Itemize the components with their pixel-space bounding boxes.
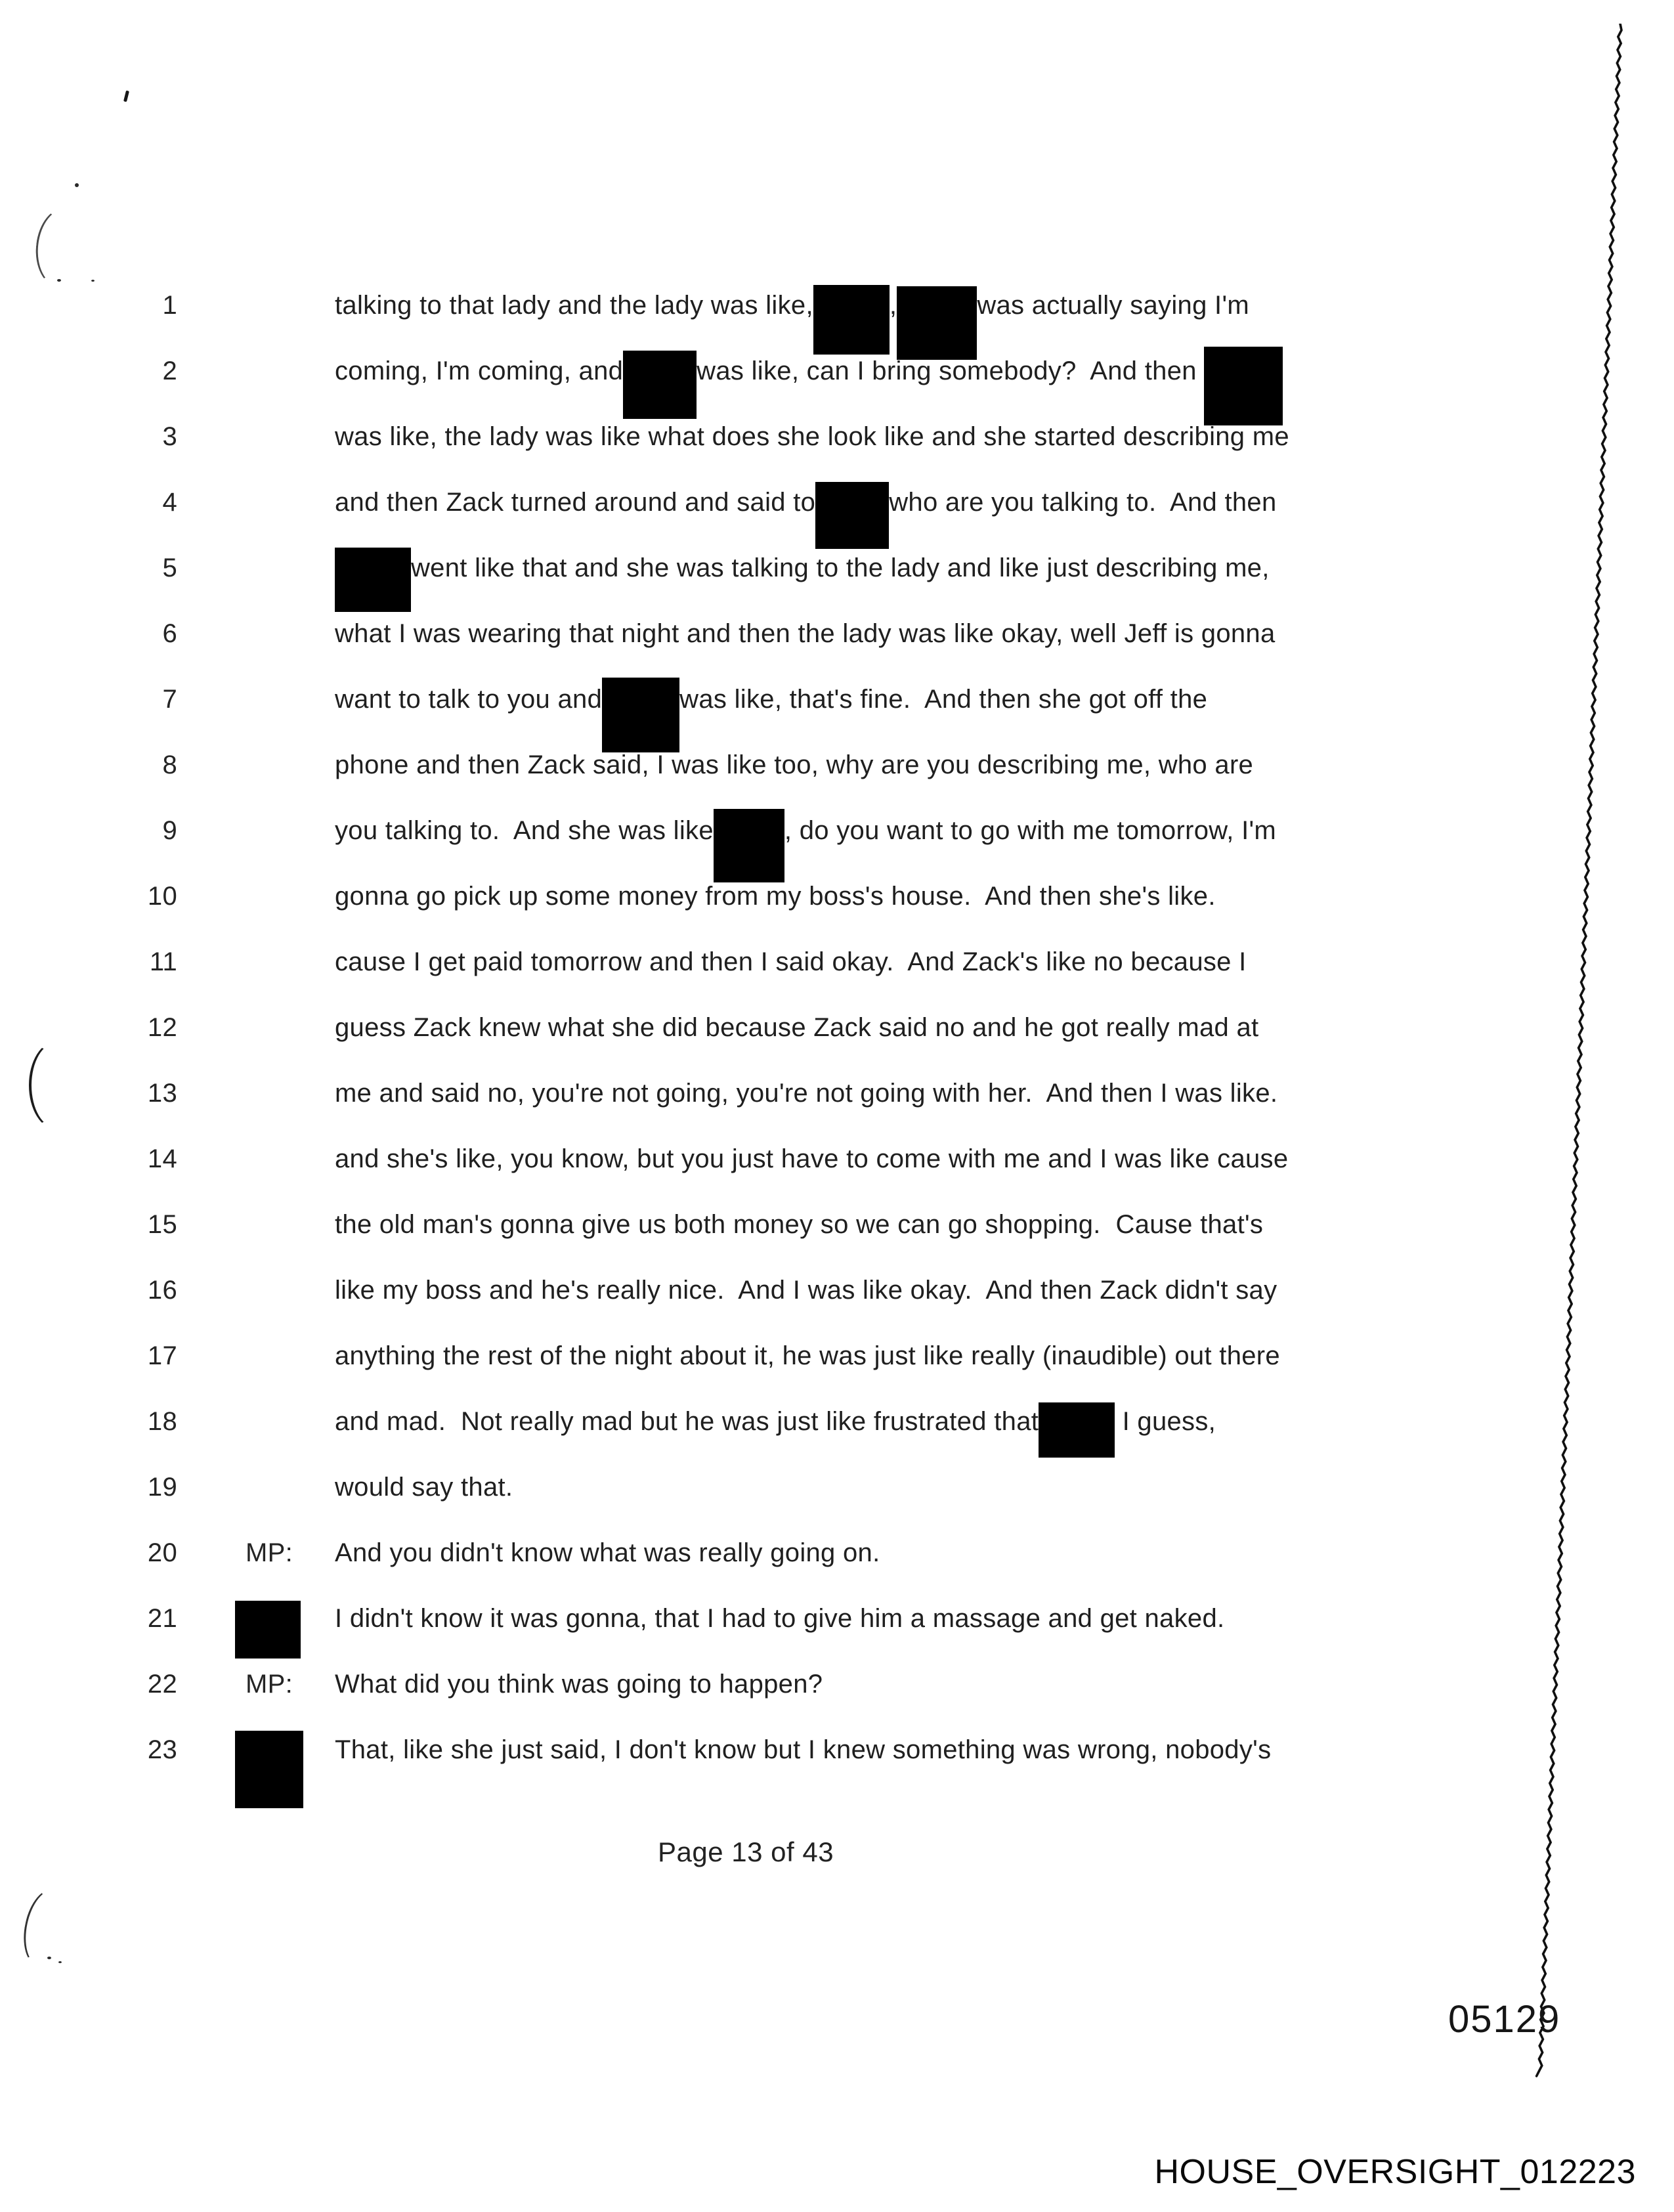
transcript-line-15 (0, 1208, 1674, 1241)
line-number: 22 (147, 1670, 177, 1699)
transcript-line-5 (0, 552, 1674, 584)
line-text (335, 880, 1216, 913)
transcript-line-7 (0, 683, 1674, 716)
transcript-line-3 (0, 420, 1674, 453)
line-text (335, 683, 1207, 752)
redaction-box (602, 678, 679, 752)
transcript-line-22 (0, 1668, 1674, 1701)
text-segment: me and said no, you're not going, you're not going with her. And then I was like. (335, 1079, 1278, 1108)
scan-artifact-dot (91, 280, 95, 282)
text-segment: coming, I'm coming, and (335, 357, 624, 385)
transcript-line-16 (0, 1274, 1674, 1307)
transcript-line-6 (0, 617, 1674, 650)
text-segment: and she's like, you know, but you just have to come with me and I was like cause (335, 1144, 1289, 1173)
text-segment: what I was wearing that night and then the lady was like okay, well Jeff is gonna (335, 619, 1276, 648)
line-text (335, 1339, 1280, 1372)
redaction-box (897, 286, 977, 360)
text-segment: That, like she just said, I don't know but I knew something was wrong, nobody's (335, 1735, 1272, 1764)
line-number: 10 (147, 882, 177, 911)
speaker-label: MP: (246, 1538, 293, 1567)
line-number: 5 (162, 553, 177, 582)
transcript-line-19 (0, 1471, 1674, 1504)
line-text (335, 420, 1289, 453)
text-segment: anything the rest of the night about it, he was just like really (inaudible) out there (335, 1341, 1280, 1370)
line-number: 3 (162, 422, 177, 451)
line-text (335, 748, 1253, 781)
transcript-line-8 (0, 748, 1674, 781)
line-number: 14 (147, 1144, 177, 1173)
line-number: 6 (162, 619, 177, 648)
text-segment: , do you want to go with me tomorrow, I'm (784, 816, 1277, 845)
line-number: 9 (162, 816, 177, 845)
line-text (335, 486, 1277, 549)
redaction-box (623, 351, 697, 419)
text-segment: the old man's gonna give us both money so we can go shopping. Cause that's (335, 1210, 1264, 1239)
transcript-line-10 (0, 880, 1674, 913)
speaker-redaction-box (235, 1601, 301, 1659)
line-text (335, 1733, 1271, 1766)
line-text (335, 945, 1247, 978)
text-segment: want to talk to you and (335, 685, 603, 714)
line-text (335, 814, 1276, 882)
text-segment: and then Zack turned around and said to (335, 488, 816, 517)
line-number: 15 (147, 1210, 177, 1239)
line-number: 16 (147, 1276, 177, 1305)
scan-artifact-dot (75, 183, 79, 187)
line-text (335, 1011, 1258, 1044)
line-text (335, 1668, 823, 1701)
line-number: 19 (147, 1473, 177, 1502)
transcript-line-18 (0, 1405, 1674, 1438)
text-segment: talking to that lady and the lady was like, (335, 291, 813, 320)
line-number: 17 (147, 1341, 177, 1370)
text-segment: was actually saying I'm (977, 291, 1250, 320)
line-number: 18 (147, 1407, 177, 1436)
text-segment: gonna go pick up some money from my boss's house. And then she's like. (335, 882, 1216, 911)
line-text (335, 1405, 1216, 1458)
scan-artifact-dot (47, 1957, 51, 1959)
text-segment: was like, can I bring somebody? And then (697, 357, 1205, 385)
stamp-number: 05129 (1448, 1998, 1561, 2041)
redaction-box (813, 285, 890, 355)
transcript-line-11 (0, 945, 1674, 978)
line-text (335, 1077, 1277, 1110)
line-text (335, 1142, 1288, 1175)
text-segment: I didn't know it was gonna, that I had to give him a massage and get naked. (335, 1604, 1225, 1633)
line-number: 4 (162, 488, 177, 517)
transcript-line-23 (0, 1733, 1674, 1766)
transcript-line-20 (0, 1536, 1674, 1569)
line-number: 8 (162, 750, 177, 779)
text-segment: was like, that's fine. And then she got off the (679, 685, 1208, 714)
line-text (335, 1602, 1224, 1635)
line-text (335, 1536, 880, 1569)
transcript-line-1 (0, 289, 1674, 322)
transcript-line-13 (0, 1077, 1674, 1110)
line-text (335, 1471, 513, 1504)
redaction-box (1039, 1402, 1115, 1458)
line-text (335, 355, 1283, 425)
line-text (335, 1274, 1277, 1307)
line-text (335, 617, 1276, 650)
line-number: 23 (147, 1735, 177, 1764)
redaction-box (815, 482, 889, 549)
line-number: 2 (162, 357, 177, 385)
scan-artifact-tick (123, 91, 129, 102)
text-segment: went like that and she was talking to the lady and like just describing me, (411, 553, 1270, 582)
wavy-margin-line (1530, 24, 1635, 2085)
text-segment: phone and then Zack said, I was like too, why are you describing me, who are (335, 750, 1254, 779)
speaker-label: MP: (246, 1670, 293, 1699)
redaction-box (1204, 347, 1283, 425)
text-segment: was like, the lady was like what does she look like and she started describing me (335, 422, 1289, 451)
text-segment: And you didn't know what was really going on. (335, 1538, 880, 1567)
text-segment: guess Zack knew what she did because Zack said no and he got really mad at (335, 1013, 1259, 1042)
transcript-line-21 (0, 1602, 1674, 1635)
text-segment: , (889, 291, 897, 320)
transcript-line-4 (0, 486, 1674, 519)
redaction-box (714, 809, 784, 882)
line-number: 13 (147, 1079, 177, 1108)
line-number: 21 (147, 1604, 177, 1633)
text-segment: cause I get paid tomorrow and then I said okay. And Zack's like no because I (335, 947, 1247, 976)
page-indicator: Page 13 of 43 (658, 1836, 834, 1867)
text-segment: What did you think was going to happen? (335, 1670, 823, 1699)
scan-artifact-dot (57, 279, 61, 282)
line-text (335, 289, 1249, 360)
transcript-line-17 (0, 1339, 1674, 1372)
line-text (335, 552, 1270, 612)
text-segment: you talking to. And she was like (335, 816, 714, 845)
line-number: 1 (162, 291, 177, 320)
line-text (335, 1208, 1263, 1241)
margin-paren-arc-top (32, 205, 93, 290)
line-number: 7 (162, 685, 177, 714)
text-segment: I guess, (1115, 1407, 1216, 1436)
text-segment: who are you talking to. And then (889, 488, 1277, 517)
text-segment: would say that. (335, 1473, 513, 1502)
transcript-line-2 (0, 355, 1674, 387)
line-number: 11 (149, 947, 177, 976)
redaction-box (335, 548, 411, 612)
text-segment: like my boss and he's really nice. And I was like okay. And then Zack didn't say (335, 1276, 1277, 1305)
line-number: 20 (147, 1538, 177, 1567)
transcript-line-14 (0, 1142, 1674, 1175)
scan-artifact-dot (58, 1961, 62, 1963)
transcript-line-9 (0, 814, 1674, 847)
margin-paren-arc-bottom (17, 1885, 75, 1971)
bates-number: HOUSE_OVERSIGHT_012223 (1154, 2153, 1636, 2191)
transcript-line-12 (0, 1011, 1674, 1044)
speaker-redaction-box (235, 1731, 303, 1808)
line-number: 12 (147, 1013, 177, 1042)
text-segment: and mad. Not really mad but he was just like frustrated that (335, 1407, 1039, 1436)
